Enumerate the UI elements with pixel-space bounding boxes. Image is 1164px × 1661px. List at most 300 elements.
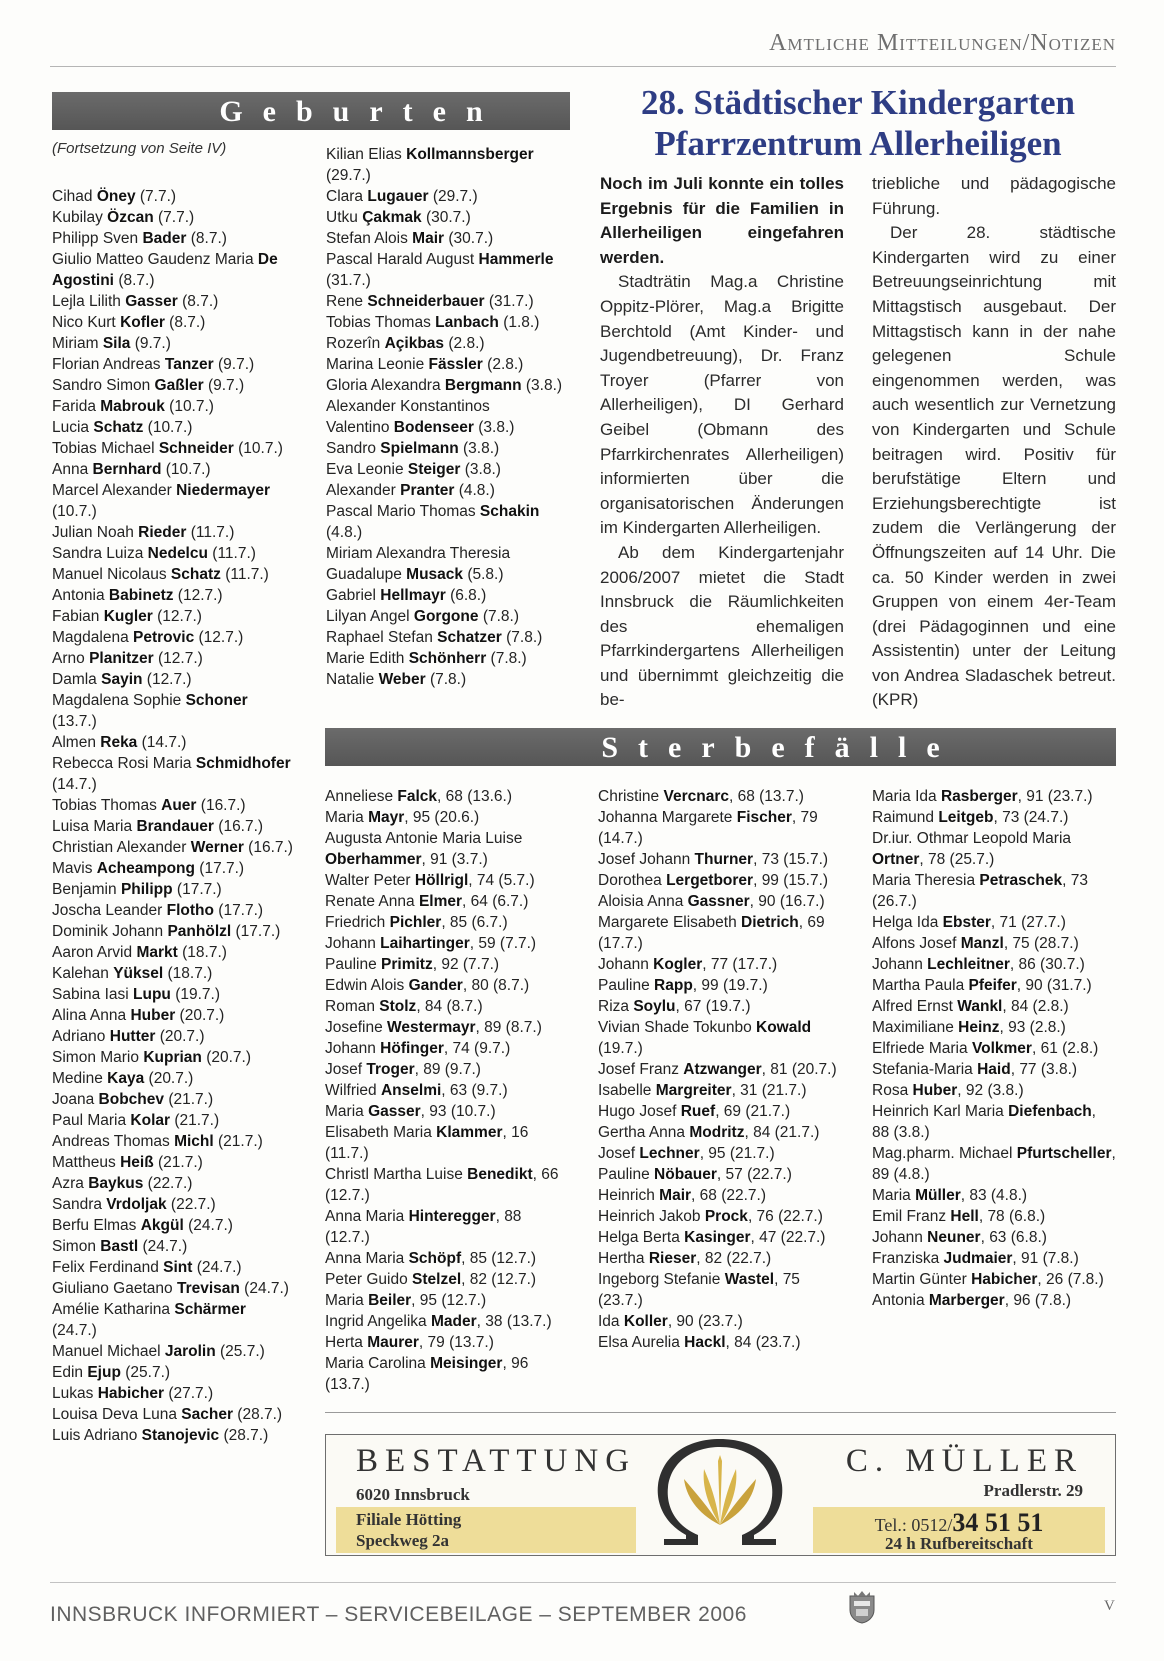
surname: Lugauer [367,188,429,205]
surname: Gander [408,977,463,994]
given-names: Marina Leonie [326,356,425,373]
register-entry [326,396,568,417]
register-entry [598,1017,842,1059]
given-names: Aloisia Anna [598,893,684,910]
births-column-1 [52,186,294,1446]
register-entry [326,375,568,396]
register-entry [52,1341,294,1362]
given-names: Lucia [52,419,90,436]
register-entry [326,585,568,606]
given-names: Ingrid Angelika [325,1313,427,1330]
surname: Ebster [942,914,991,931]
given-names: Julian Noah [52,524,134,541]
entry-date: , 89 (4.8.) [872,1145,1116,1183]
deaths-column-3 [872,786,1116,1311]
register-entry [872,1185,1116,1206]
register-entry [325,807,569,828]
given-names: Simon [52,1238,96,1255]
entry-date: , 47 (22.7.) [750,1229,826,1246]
register-entry [598,996,842,1017]
ad-branch-line2: Speckweg 2a [356,1531,450,1550]
entry-date: (11.7.) [190,524,235,541]
given-names: Heinrich [598,1187,655,1204]
surname: Fässler [428,356,483,373]
entry-date: (9.7.) [218,356,255,373]
given-names: Joscha Leander [52,902,163,919]
register-entry [872,1248,1116,1269]
entry-date: (8.7.) [118,272,155,289]
given-names: Maria Theresia [872,872,976,889]
given-names: Anneliese [325,788,394,805]
register-entry [52,900,294,921]
given-names: Tobias Michael [52,440,155,457]
surname: Sila [102,335,131,352]
given-names: Marcel Alexander [52,482,172,499]
given-names: Kubilay [52,209,103,226]
register-entry [52,1110,294,1131]
entry-date: , 16 (11.7.) [325,1124,529,1162]
entry-date: , 31 (21.7.) [731,1082,807,1099]
given-names: Nico Kurt [52,314,116,331]
entry-date: (14.7.) [141,734,187,751]
given-names: Christian Alexander [52,839,187,856]
register-entry [52,1194,294,1215]
register-entry [598,1101,842,1122]
surname: Anselmi [380,1082,442,1099]
entry-date: , 59 (7.7.) [469,935,537,952]
register-entry [326,417,568,438]
register-entry [325,1269,569,1290]
entry-date: (29.7.) [326,167,371,184]
given-names: Florian Andreas [52,356,161,373]
entry-date: (14.7.) [52,776,97,793]
register-entry [52,186,294,207]
register-entry [52,585,294,606]
entry-date: , 84 (8.7.) [416,998,483,1015]
ad-telephone: Tel.: 0512/34 51 51 [874,1508,1044,1537]
given-names: Pauline [598,977,650,994]
entry-date: (21.7.) [218,1133,263,1150]
entry-date: , 57 (22.7.) [716,1166,792,1183]
entry-date: (24.7.) [244,1280,289,1297]
entry-date: (27.7.) [168,1385,214,1402]
section-divider [325,1412,1116,1413]
surname: Atzwanger [683,1061,762,1078]
register-entry [325,786,569,807]
given-names: Antonia [52,587,105,604]
given-names: Dr.iur. Othmar Leopold Maria [872,830,1072,847]
surname: Stolz [379,998,417,1015]
entry-date: , 75 (28.7.) [1003,935,1079,952]
register-entry [52,1299,294,1341]
given-names: Luis Adriano [52,1427,138,1444]
entry-date: , 84 (23.7.) [725,1334,801,1351]
surname: Pranter [400,482,455,499]
register-entry [325,1059,569,1080]
given-names: Pascal Mario Thomas [326,503,476,520]
entry-date: (6.8.) [450,587,487,604]
surname: Höllrigl [414,872,469,889]
entry-date: (10.7.) [169,398,214,415]
given-names: Martin Günter [872,1271,967,1288]
register-entry [52,669,294,690]
register-entry [52,753,294,795]
surname: Mayr [368,809,405,826]
entry-date: (31.7.) [326,272,371,289]
given-names: Utku [326,209,358,226]
given-names: Gloria Alexandra [326,377,441,394]
register-entry [325,1038,569,1059]
surname: Huber [912,1082,958,1099]
entry-date: , 88 (12.7.) [325,1208,522,1246]
given-names: Rebecca Rosi Maria [52,755,192,772]
header-divider [50,66,1116,67]
surname: Schneiderbauer [367,293,485,310]
surname: Bergmann [444,377,522,394]
surname: Stelzel [412,1271,462,1288]
given-names: Mag.pharm. Michael [872,1145,1013,1162]
register-entry [598,1248,842,1269]
given-names: Lukas [52,1385,94,1402]
surname: Çakmak [362,209,422,226]
entry-date: (20.7.) [159,1028,205,1045]
entry-date: (2.8.) [448,335,485,352]
surname: Schärmer [174,1301,246,1318]
surname: Rieder [138,524,187,541]
given-names: Elfriede Maria [872,1040,968,1057]
surname: Judmaier [943,1250,1013,1267]
surname: Manzl [960,935,1004,952]
entry-date: , 89 (8.7.) [475,1019,542,1036]
entry-date: , 82 (12.7.) [461,1271,537,1288]
entry-date: (20.7.) [179,1007,225,1024]
surname: Elmer [418,893,463,910]
register-entry [325,891,569,912]
given-names: Gertha Anna [598,1124,686,1141]
entry-date: , 74 (5.7.) [468,872,535,889]
surname: Panhölzl [167,923,232,940]
surname: Schönherr [408,650,487,667]
entry-date: (30.7.) [448,230,494,247]
article-paragraph: Stadträtin Mag.a Christine Oppitz-Plörer, Mag.a Brigitte Berchtold (Amt Kinder- und Jugendbetreuung), Dr. Franz Troyer (Pfarrer von Allerheiligen), DI Gerhard Geibel (Obmann des Pfarrkirchenrates Allerheiligen) informierten über die organisatorischen Änderungen im Kindergarten Allerheiligen. [600,272,844,538]
entry-date: , 26 (7.8.) [1037,1271,1104,1288]
given-names: Maria Ida [872,788,937,805]
given-names: Berfu Elmas [52,1217,137,1234]
register-entry [325,1080,569,1101]
article-lead: Noch im Juli konnte ein tolles Ergebnis für die Familien in Allerheiligen eingefahren werden. [600,174,844,267]
register-entry [326,459,568,480]
register-entry [52,1215,294,1236]
surname: Heiß [120,1154,154,1171]
surname: Margreiter [655,1082,732,1099]
entry-date: , 95 (21.7.) [699,1145,775,1162]
register-entry [325,1290,569,1311]
register-entry [326,291,568,312]
given-names: Josef Johann [598,851,691,868]
given-names: Antonia [872,1292,925,1309]
entry-date: , 68 (13.7.) [728,788,804,805]
given-names: Pascal Harald August [326,251,475,268]
given-names: Lilyan Angel [326,608,410,625]
surname: Rasberger [940,788,1018,805]
entry-date: (20.7.) [206,1049,251,1066]
given-names: Renate Anna [325,893,415,910]
given-names: Luisa Maria [52,818,133,835]
entry-date: (17.7.) [218,902,264,919]
surname: Ortner [872,851,920,868]
deaths-column-1 [325,786,569,1395]
surname: Bastl [100,1238,139,1255]
surname: Soylu [633,998,676,1015]
entry-date: (7.8.) [429,671,467,688]
given-names: Riza [598,998,630,1015]
register-entry [52,1278,294,1299]
surname: Volkmer [971,1040,1032,1057]
given-names: Sabina Iasi [52,986,129,1003]
register-entry [52,1425,294,1446]
register-entry [598,1164,842,1185]
entry-date: (12.7.) [157,608,202,625]
register-entry [52,375,294,396]
entry-date: (31.7.) [488,293,534,310]
given-names: Cihad [52,188,93,205]
register-entry [598,807,842,849]
given-names: Roman [325,998,375,1015]
given-names: Kalehan [52,965,109,982]
entry-date: (22.7.) [170,1196,216,1213]
entry-date: (4.8.) [326,524,363,541]
surname: Bodenseer [393,419,474,436]
surname: Sint [163,1259,193,1276]
surname: Kowald [756,1019,812,1036]
surname: Pfurtscheller [1016,1145,1112,1162]
given-names: Joana [52,1091,95,1108]
surname: Akgül [140,1217,184,1234]
surname: Lupu [133,986,171,1003]
surname: Schöpf [408,1250,462,1267]
surname: Rieser [648,1250,697,1267]
surname: Diefenbach [1008,1103,1092,1120]
given-names: Raimund [872,809,935,826]
register-entry [326,228,568,249]
register-entry [52,354,294,375]
given-names: Natalie [326,671,375,688]
given-names: Edin [52,1364,84,1381]
entry-date: (7.7.) [157,209,195,226]
surname: Bernhard [92,461,162,478]
register-entry [52,396,294,417]
register-entry [325,1101,569,1122]
given-names: Guadalupe [326,566,402,583]
entry-date: , 76 (22.7.) [747,1208,823,1225]
entry-date: (2.8.) [487,356,524,373]
register-entry [52,1362,294,1383]
entry-date: (7.8.) [490,650,527,667]
surname: Dietrich [741,914,799,931]
surname: Westermayr [387,1019,476,1036]
given-names: Aaron Arvid [52,944,133,961]
given-names: Rene [326,293,364,310]
given-names: Maria [325,809,364,826]
register-entry [598,849,842,870]
surname: Werner [190,839,244,856]
article-title: 28. Städtischer Kindergarten Pfarrzentrum Allerheiligen [641,83,1075,163]
entry-date: , 81 (20.7.) [761,1061,837,1078]
surname: Petraschek [979,872,1063,889]
register-entry [325,828,569,870]
given-names: Maria [325,1103,364,1120]
register-entry [872,807,1116,828]
surname: Gassner [687,893,750,910]
ad-branch-box [336,1507,636,1553]
given-names: Arno [52,650,85,667]
surname: Hammerle [478,251,554,268]
register-entry [326,543,568,564]
entry-date: , 68 (22.7.) [691,1187,767,1204]
given-names: Marie Edith [326,650,405,667]
register-entry [872,1227,1116,1248]
given-names: Christine [598,788,660,805]
register-entry [52,417,294,438]
given-names: Margarete Elisabeth [598,914,737,931]
given-names: Helga Berta [598,1229,680,1246]
register-entry [52,1173,294,1194]
entry-date: , 95 (12.7.) [411,1292,487,1309]
entry-date: , 78 (25.7.) [919,851,995,868]
entry-date: (12.7.) [157,650,203,667]
continuation-note: (Fortsetzung von Seite IV) [52,140,227,157]
entry-date: , 61 (2.8.) [1031,1040,1099,1057]
register-entry [52,1089,294,1110]
surname: Mair [412,230,445,247]
ad-firm-right: C. MÜLLER [845,1443,1083,1479]
register-entry [52,648,294,669]
surname: Ejup [87,1364,121,1381]
register-entry [598,1227,842,1248]
given-names: Magdalena Sophie [52,692,182,709]
register-entry [52,228,294,249]
register-entry [52,1257,294,1278]
given-names: Azra [52,1175,84,1192]
given-names: Tobias Thomas [52,797,157,814]
entry-date: , 77 (3.8.) [1010,1061,1078,1078]
entry-date: (5.8.) [467,566,504,583]
register-entry [52,795,294,816]
surname: Habicher [97,1385,165,1402]
register-entry [52,1383,294,1404]
entry-date: (10.7.) [147,419,193,436]
surname: Meisinger [430,1355,503,1372]
entry-date: (3.8.) [463,440,500,457]
given-names: Franziska [872,1250,940,1267]
given-names: Alexander Konstantinos [326,398,490,415]
given-names: Hugo Josef [598,1103,677,1120]
entry-date: , 82 (22.7.) [696,1250,772,1267]
entry-date: (10.7.) [52,503,97,520]
register-entry [52,249,294,291]
article-column-left [600,172,844,713]
surname: Bader [142,230,187,247]
entry-date: (18.7.) [182,944,227,961]
entry-date: (9.7.) [134,335,171,352]
given-names: Valentino [326,419,390,436]
register-entry [325,1206,569,1248]
surname: Vrdoljak [106,1196,167,1213]
register-entry [325,933,569,954]
given-names: Maximiliane [872,1019,954,1036]
register-entry [598,975,842,996]
register-entry [872,933,1116,954]
surname: Sayin [101,671,143,688]
surname: Müller [915,1187,961,1204]
register-entry [872,912,1116,933]
surname: Stanojevic [141,1427,220,1444]
surname: Prock [704,1208,748,1225]
register-entry [52,1404,294,1425]
entry-date: (8.7.) [182,293,219,310]
surname: Mabrouk [100,398,165,415]
given-names: Maria [325,1292,364,1309]
given-names: Eva Leonie [326,461,404,478]
surname: Schatz [93,419,144,436]
register-entry [872,786,1116,807]
ad-availability: 24 h Rufbereitschaft [885,1534,1033,1553]
surname: Wankl [957,998,1003,1015]
entry-date: , 92 (7.7.) [432,956,500,973]
entry-date: , 73 (24.7.) [993,809,1069,826]
surname: Hinteregger [408,1208,496,1225]
surname: Modritz [689,1124,745,1141]
given-names: Pauline [598,1166,650,1183]
entry-date: (10.7.) [238,440,283,457]
register-entry [52,984,294,1005]
surname: Thurner [694,851,754,868]
register-entry [598,1080,842,1101]
surname: Tanzer [164,356,214,373]
register-entry [872,1017,1116,1038]
surname: De Agostini [52,251,278,289]
entry-date: (21.7.) [174,1112,220,1129]
surname: Michl [174,1133,214,1150]
surname: Reka [100,734,138,751]
given-names: Alfons Josef [872,935,957,952]
entry-date: (29.7.) [432,188,478,205]
entry-date: , 95 (20.6.) [404,809,480,826]
deaths-column-2 [598,786,842,1353]
article-column-right [872,172,1116,713]
register-entry [598,1206,842,1227]
surname: Kogler [653,956,703,973]
register-entry [872,1269,1116,1290]
register-entry [598,1332,842,1353]
given-names: Anna Maria [325,1208,405,1225]
surname: Rapp [654,977,693,994]
register-entry [872,870,1116,912]
given-names: Mavis [52,860,93,877]
deaths-banner: Sterbefälle [325,728,1116,766]
entry-date: (3.8.) [464,461,501,478]
given-names: Ida [598,1313,620,1330]
surname: Hellmayr [380,587,446,604]
given-names: Herta [325,1334,363,1351]
register-entry [52,963,294,984]
entry-date: , 85 (12.7.) [461,1250,537,1267]
given-names: Adriano [52,1028,106,1045]
given-names: Giuliano Gaetano [52,1280,173,1297]
given-names: Josef [325,1061,363,1078]
ad-city: 6020 Innsbruck [356,1485,470,1504]
footer-divider [50,1582,1116,1583]
